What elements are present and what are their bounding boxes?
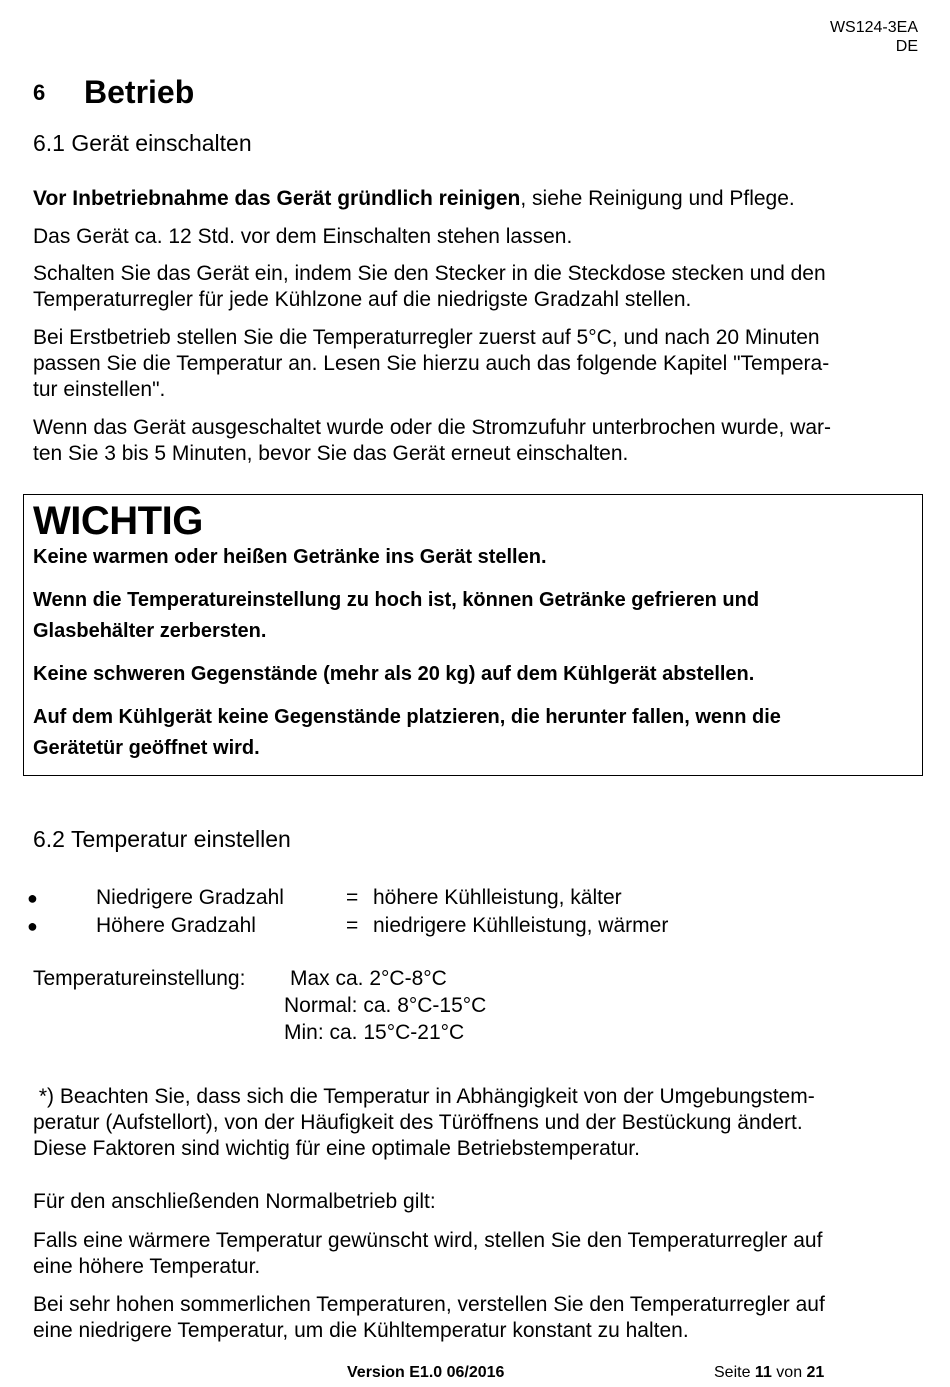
bullet-equals-higher: = (346, 914, 359, 937)
paragraph-cleaning (33, 186, 913, 211)
language-code: DE (895, 38, 918, 55)
footer-page-prefix: Seite (714, 1364, 755, 1381)
bullet-label-higher: Höhere Gradzahl (96, 914, 256, 937)
bullet-value-lower: höhere Kühlleistung, kälter (373, 886, 622, 909)
temperature-setting-max: Max ca. 2°C-8°C (290, 967, 447, 990)
paragraph-restart-l2: ten Sie 3 bis 5 Minuten, bevor Sie das Gerät erneut einschalten. (33, 442, 629, 465)
paragraph-switch-on-l2: Temperaturregler für jede Kühlzone auf die niedrigste Gradzahl stellen. (33, 288, 692, 311)
summer-l1: Bei sehr hohen sommerlichen Temperaturen, verstellen Sie den Temperaturregler auf (33, 1293, 825, 1316)
bullet-icon: ● (27, 888, 38, 908)
temperature-setting-normal: Normal: ca. 8°C-15°C (284, 994, 487, 1017)
section-heading-6-2: 6.2 Temperatur einstellen (33, 826, 291, 852)
section-heading-6-1: 6.1 Gerät einschalten (33, 130, 252, 156)
paragraph-standing-time: Das Gerät ca. 12 Std. vor dem Einschalten stehen lassen. (33, 225, 573, 248)
paragraph-first-use-l2: passen Sie die Temperatur an. Lesen Sie hierzu auch das folgende Kapitel "Tempera- (33, 352, 830, 375)
paragraph-first-use-l1: Bei Erstbetrieb stellen Sie die Temperaturregler zuerst auf 5°C, und nach 20 Minuten (33, 326, 820, 349)
warning-falling-objects-l1: Auf dem Kühlgerät keine Gegenstände platzieren, die herunter fallen, wenn die (33, 706, 781, 728)
warmer-l2: eine höhere Temperatur. (33, 1255, 261, 1278)
warning-heavy-objects: Keine schweren Gegenstände (mehr als 20 kg) auf dem Kühlgerät abstellen. (33, 663, 755, 685)
warning-title: WICHTIG (33, 499, 203, 543)
warning-temperature-l2: Glasbehälter zerbersten. (33, 620, 267, 642)
footer-page-mid: von (771, 1364, 807, 1381)
footer-page-number (714, 1363, 824, 1383)
bullet-equals-lower: = (346, 886, 359, 909)
normal-operation-intro: Für den anschließenden Normalbetrieb gilt: (33, 1190, 436, 1213)
chapter-title: Betrieb (84, 74, 195, 110)
warning-temperature-l1: Wenn die Temperatureinstellung zu hoch ist, können Getränke gefrieren und (33, 589, 760, 611)
cleaning-emphasis: Vor Inbetriebnahme das Gerät gründlich reinigen (33, 187, 521, 210)
document-code: WS124-3EA (829, 19, 918, 36)
warmer-l1: Falls eine wärmere Temperatur gewünscht wird, stellen Sie den Temperaturregler auf (33, 1229, 823, 1252)
temperature-setting-label: Temperatureinstellung: (33, 967, 246, 990)
warning-falling-objects-l2: Gerätetür geöffnet wird. (33, 737, 260, 759)
bullet-value-higher: niedrigere Kühlleistung, wärmer (373, 914, 669, 937)
temperature-setting-min: Min: ca. 15°C-21°C (284, 1021, 465, 1044)
paragraph-restart-l1: Wenn das Gerät ausgeschaltet wurde oder die Stromzufuhr unterbrochen wurde, war- (33, 416, 832, 439)
paragraph-switch-on-l1: Schalten Sie das Gerät ein, indem Sie den Stecker in die Steckdose stecken und den (33, 262, 826, 285)
note-l2: peratur (Aufstellort), von der Häufigkeit des Türöffnens und der Bestückung ändert. (33, 1111, 803, 1134)
paragraph-first-use-l3: tur einstellen". (33, 378, 166, 401)
warning-hot-drinks: Keine warmen oder heißen Getränke ins Gerät stellen. (33, 546, 547, 568)
bullet-label-lower: Niedrigere Gradzahl (96, 886, 284, 909)
note-l3: Diese Faktoren sind wichtig für eine optimale Betriebstemperatur. (33, 1137, 640, 1160)
footer-total-pages: 21 (806, 1364, 825, 1381)
bullet-icon: ● (27, 916, 38, 936)
footer-current-page: 11 (754, 1364, 772, 1381)
footer-version: Version E1.0 06/2016 (347, 1364, 505, 1381)
cleaning-reference: , siehe Reinigung und Pflege. (520, 187, 795, 210)
summer-l2: eine niedrigere Temperatur, um die Kühltemperatur konstant zu halten. (33, 1319, 689, 1342)
chapter-number: 6 (33, 80, 46, 105)
note-l1: *) Beachten Sie, dass sich die Temperatur in Abhängigkeit von der Umgebungstem- (33, 1085, 815, 1108)
